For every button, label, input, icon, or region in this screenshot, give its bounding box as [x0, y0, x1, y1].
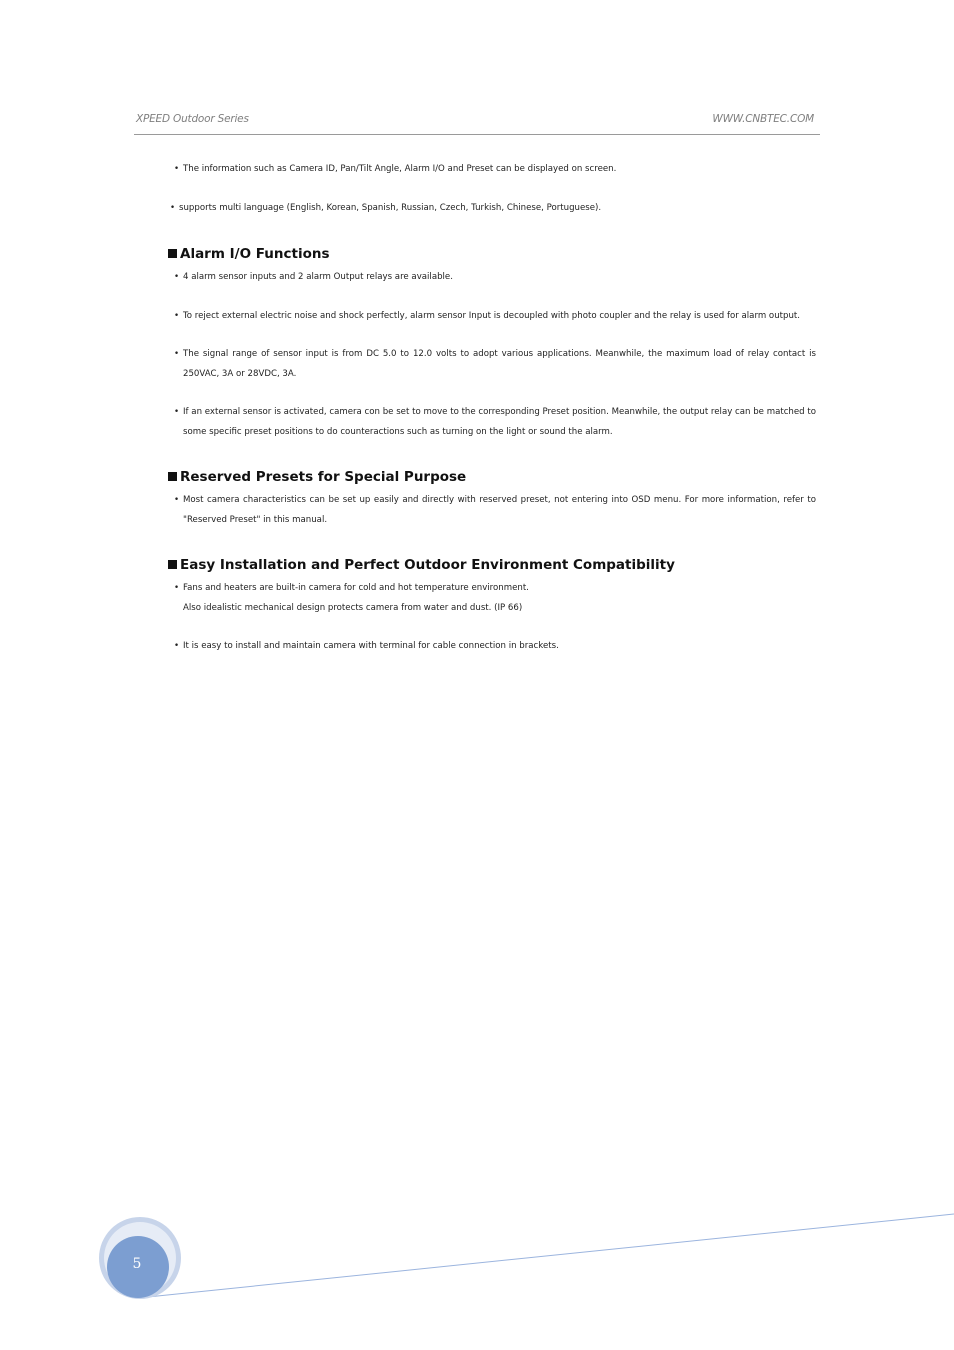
bullet: •: [170, 203, 176, 213]
bullet: •: [174, 641, 180, 651]
list-item: [174, 268, 816, 288]
intro-osd-info: The information such as Camera ID, Pan/Tilt Angle, Alarm I/O and Preset can be displayed on screen.: [183, 164, 617, 174]
list-item: [170, 199, 812, 219]
install-fans-heaters: Fans and heaters are built-in camera for cold and hot temperature environment.: [183, 583, 529, 593]
list-item: [174, 307, 816, 327]
install-ip66: Also idealistic mechanical design protects camera from water and dust. (IP 66): [183, 602, 523, 613]
list-item: [174, 345, 816, 384]
square-bullet-icon: [168, 249, 177, 258]
bullet: •: [174, 349, 180, 359]
bullet: •: [174, 311, 180, 321]
heading-text: Easy Installation and Perfect Outdoor Environment Compatibility: [180, 557, 675, 573]
install-terminal: It is easy to install and maintain camera with terminal for cable connection in brackets.: [183, 641, 559, 651]
section-heading-presets: [168, 469, 466, 485]
footer-diagonal-line: [138, 1214, 954, 1298]
presets-description: Most camera characteristics can be set up easily and directly with reserved preset, not entering into OSD menu. For more information, refer to "Reserved Preset" in this manual.: [183, 495, 816, 525]
list-item: [174, 403, 816, 442]
bullet: •: [174, 164, 180, 174]
alarm-signal-range: The signal range of sensor input is from DC 5.0 to 12.0 volts to adopt various applications. Meanwhile, the maximum load of relay contact is 250VAC, 3A or 28VDC, 3A.: [183, 349, 816, 379]
square-bullet-icon: [168, 560, 177, 569]
list-item: [174, 637, 816, 657]
bullet: •: [174, 272, 180, 282]
alarm-noise-rejection: To reject external electric noise and shock perfectly, alarm sensor Input is decoupled with photo coupler and the relay is used for alarm output.: [183, 311, 801, 321]
bullet: •: [174, 495, 180, 505]
square-bullet-icon: [168, 472, 177, 481]
header-website: WWW.CNBTEC.COM: [712, 113, 814, 125]
alarm-inputs-outputs: 4 alarm sensor inputs and 2 alarm Output relays are available.: [183, 272, 453, 282]
section-heading-alarm: [168, 246, 330, 262]
page-header: [134, 112, 820, 135]
heading-text: Alarm I/O Functions: [180, 246, 330, 262]
section-heading-installation: [168, 557, 675, 573]
list-item: [174, 160, 816, 180]
bullet: •: [174, 583, 180, 593]
alarm-preset-activation: If an external sensor is activated, camera con be set to move to the corresponding Preset position. Meanwhile, the output relay can be matched to some specific preset positions to do counteractions such as turning on the light or sound the alarm.: [183, 407, 816, 437]
list-item: [174, 491, 816, 530]
footer-decoration: [0, 1200, 954, 1310]
bullet: •: [174, 407, 180, 417]
list-item: [174, 579, 816, 618]
page-number: 5: [132, 1256, 142, 1272]
header-series-name: XPEED Outdoor Series: [136, 113, 249, 125]
intro-languages: supports multi language (English, Korean, Spanish, Russian, Czech, Turkish, Chinese, Portuguese).: [179, 203, 602, 213]
heading-text: Reserved Presets for Special Purpose: [180, 469, 467, 485]
